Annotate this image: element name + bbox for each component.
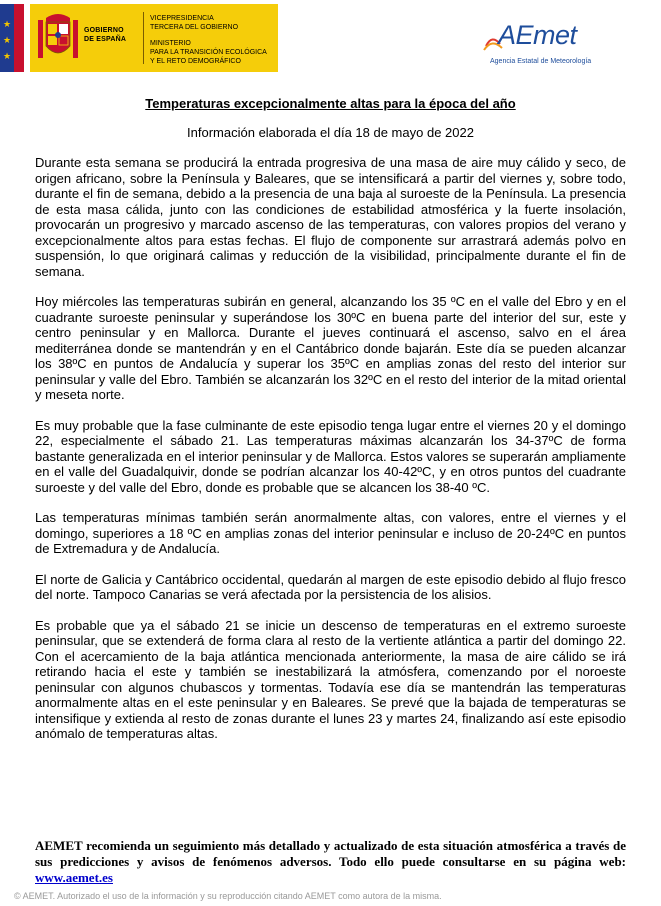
paragraph: Es muy probable que la fase culminante de este episodio tenga lugar entre el viernes 20 y el domingo 22, especialmente el sábado 21. Las temperaturas máximas alcanzarán los 34-37ºC de forma bastante generalizada en el interior peninsular y de Mallorca. Estos valores se superarán ampliamente en el valle del Guadalquivir, donde se podrían alcanzar los 40-42ºC, y en otros puntos del cuadrante suroeste y del valle del Ebro, donde es probable que se alcancen los 38-40 ºC. [35, 417, 626, 495]
paragraph: Durante esta semana se producirá la entrada progresiva de una masa de aire muy cálido y seco, de origen africano, sobre la Península y Baleares, que se intensificará a partir del viernes y, sobre todo, durante el fin de semana, debido a la presencia de una baja al suroeste de la Península. La presencia de esta masa cálida, junto con las condiciones de estabilidad atmosférica y la fuerte insolación, provocarán un progresivo y marcado ascenso de las temperaturas, con valores propios del verano y excepcionalmente altos para estas fechas. El flujo de componente sur arrastrará además polvo en suspensión, lo que originará calimas y reducción de la visibilidad, principalmente durante el fin de semana. [35, 155, 626, 279]
copyright-footer: © AEMET. Autorizado el uso de la información y su reproducción citando AEMET como autora de la misma. [14, 891, 442, 901]
eu-flag-strip [0, 4, 30, 72]
coat-of-arms-icon [36, 10, 80, 66]
document-title: Temperaturas excepcionalmente altas para la época del año [145, 96, 516, 111]
paragraph: Las temperaturas mínimas también serán anormalmente altas, con valores, entre el viernes y el domingo, superiores a 18 ºC en amplias zonas del interior peninsular e incluso de 20-24ºC en puntos de Extremadura y de Andalucía. [35, 510, 626, 556]
star-icon: ★ [3, 51, 12, 61]
document-body [35, 155, 626, 757]
recommendation-text: AEMET recomienda un seguimiento más detallado y actualizado de esta situación atmosférica a través de sus predicciones y avisos de fenómenos adversos. Todo ello puede consultarse en su página web: [35, 838, 626, 869]
aemet-website-link[interactable]: www.aemet.es [35, 870, 113, 885]
recommendation-note [35, 838, 626, 886]
ministry-name: VICEPRESIDENCIA TERCERA DEL GOBIERNO MINISTERIO PARA LA TRANSICIÓN ECOLÓGICA Y EL RETO DEMOGRÁFICO [150, 15, 267, 65]
star-icon: ★ [3, 19, 12, 29]
aemet-logo-subtitle: Agencia Estatal de Meteorología [490, 58, 592, 65]
paragraph: Hoy miércoles las temperaturas subirán en general, alcanzando los 35 ºC en el valle del Ebro y en el cuadrante suroeste peninsular y superándose los 30ºC en buena parte del interior del sur, este y centro peninsular y en Mallorca. Durante el jueves continuará el ascenso, salvo en el área mediterránea donde se mantendrán y en el Cantábrico donde bajarán. Este día se pueden alcanzar los 38ºC en puntos de Andalucía y superar los 35ºC en amplias zonas del resto del interior sur peninsular y valle del Ebro. También se alcanzarán los 32ºC en el resto del interior de la mitad oriental y meseta norte. [35, 294, 626, 402]
star-icon: ★ [3, 35, 12, 45]
document-date: Información elaborada el día 18 de mayo de 2022 [187, 125, 474, 140]
header-divider [143, 12, 144, 64]
paragraph: Es probable que ya el sábado 21 se inicie un descenso de temperaturas en el extremo suroeste peninsular, que se extenderá de forma clara al resto de la vertiente atlántica a partir del domingo 22. Con el acercamiento de la baja atlántica mencionada anteriormente, la masa de aire cálido se irá retirando hacia el este y también se inestabilizará la atmósfera, comenzando por el noroeste peninsular con algunos chubascos y tormentas. Todavía ese día se mantendrán las temperaturas anormalmente altas en el este peninsular y en Baleares. Se prevé que la bajada de temperaturas se intensifique y extienda al resto de zonas durante el lunes 23 y martes 24, finalizando así este episodio anómalo de temperaturas altas. [35, 617, 626, 741]
aemet-logo-text: AEmet [498, 20, 577, 50]
government-name: GOBIERNO DE ESPAÑA [84, 27, 127, 43]
paragraph: El norte de Galicia y Cantábrico occidental, quedarán al margen de este episodio debido al flujo fresco del norte. Tampoco Canarias se verá afectada por la persistencia de los alisios. [35, 571, 626, 602]
document-header [0, 0, 661, 80]
government-logo-box [30, 4, 278, 72]
